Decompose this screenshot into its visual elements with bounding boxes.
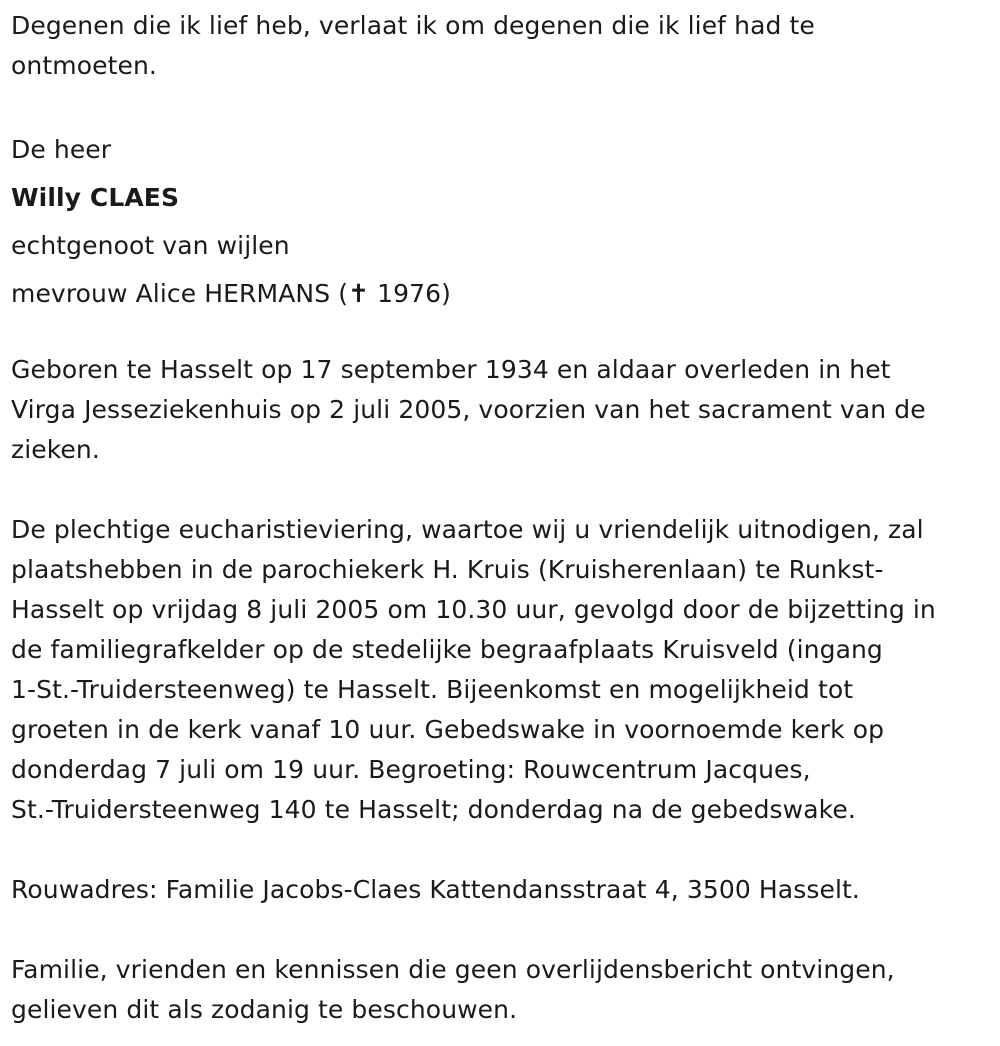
- person-name: Willy CLAES: [11, 183, 180, 212]
- spouse-name: mevrouw Alice HERMANS (✝ 1976): [11, 279, 452, 308]
- ceremony-line: 1-St.-Truidersteenweg) te Hasselt. Bijeenkomst en mogelijkheid tot: [11, 675, 854, 704]
- ceremony-line: St.-Truidersteenweg 140 te Hasselt; donderdag na de gebedswake.: [11, 795, 856, 824]
- motto-line: Degenen die ik lief heb, verlaat ik om degenen die ik lief had te: [11, 11, 815, 40]
- spacer: [11, 830, 991, 870]
- motto-paragraph: [11, 6, 991, 86]
- address-paragraph: [11, 870, 991, 910]
- closing-line: Familie, vrienden en kennissen die geen overlijdensbericht ontvingen,: [11, 955, 895, 984]
- spacer: [11, 470, 991, 510]
- birth-death-line: Virga Jesseziekenhuis op 2 juli 2005, voorzien van het sacrament van de: [11, 395, 926, 424]
- ceremony-paragraph: [11, 510, 991, 830]
- birth-death-line: Geboren te Hasselt op 17 september 1934 en aldaar overleden in het: [11, 355, 891, 384]
- ceremony-line: groeten in de kerk vanaf 10 uur. Gebedswake in voornoemde kerk op: [11, 715, 885, 744]
- ceremony-line: de familiegrafkelder op de stedelijke begraafplaats Kruisveld (ingang: [11, 635, 883, 664]
- ceremony-line: Hasselt op vrijdag 8 juli 2005 om 10.30 uur, gevolgd door de bijzetting in: [11, 595, 936, 624]
- closing-paragraph: [11, 950, 991, 1030]
- ceremony-line: De plechtige eucharistieviering, waartoe wij u vriendelijk uitnodigen, zal: [11, 515, 924, 544]
- mourning-address: Rouwadres: Familie Jacobs-Claes Kattendansstraat 4, 3500 Hasselt.: [11, 875, 860, 904]
- birth-death-line: zieken.: [11, 435, 100, 464]
- closing-line: gelieven dit als zodanig te beschouwen.: [11, 995, 518, 1024]
- spacer: [11, 910, 991, 950]
- person-title: De heer: [11, 135, 112, 164]
- person-relation: echtgenoot van wijlen: [11, 231, 290, 260]
- spacer: [11, 86, 991, 126]
- ceremony-line: plaatshebben in de parochiekerk H. Kruis (Kruisherenlaan) te Runkst-: [11, 555, 884, 584]
- spacer: [11, 318, 991, 350]
- motto-line: ontmoeten.: [11, 51, 157, 80]
- person-block: [11, 126, 991, 318]
- birth-death-paragraph: [11, 350, 991, 470]
- ceremony-line: donderdag 7 juli om 19 uur. Begroeting: Rouwcentrum Jacques,: [11, 755, 811, 784]
- obituary-document: [11, 6, 991, 1030]
